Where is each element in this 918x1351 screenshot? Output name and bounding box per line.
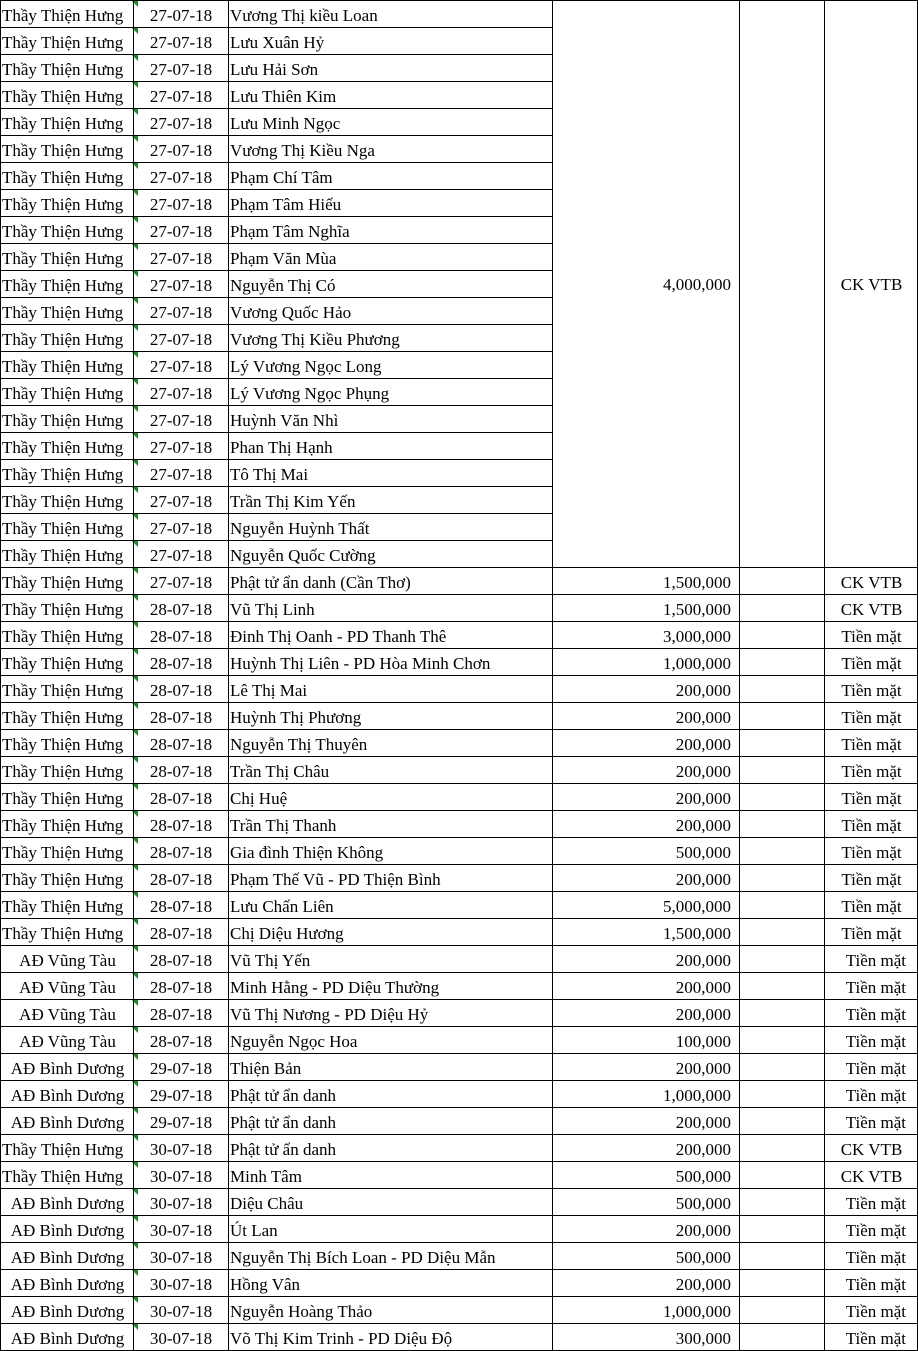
amount-cell[interactable]: 200,000 [675,870,731,889]
gridline [0,1107,918,1108]
gridline [0,0,1,1351]
donor-name-cell[interactable]: Phạm Chí Tâm [230,168,333,187]
date-cell[interactable]: 27-07-18 [149,465,213,484]
donor-name-cell[interactable]: Diệu Châu [230,1194,304,1213]
amount-cell[interactable]: 200,000 [675,1221,731,1240]
donor-name-cell[interactable]: Vương Thị Kiều Phương [230,330,400,349]
date-cell[interactable]: 27-07-18 [149,438,213,457]
gridline [0,1053,918,1054]
date-cell[interactable]: 28-07-18 [149,843,213,862]
date-cell[interactable]: 29-07-18 [149,1113,213,1132]
source-cell[interactable]: AĐ Bình Dương [10,1086,125,1105]
source-cell[interactable]: Thầy Thiện Hưng [2,465,124,484]
date-cell[interactable]: 28-07-18 [149,951,213,970]
source-cell[interactable]: Thầy Thiện Hưng [2,60,124,79]
source-cell[interactable]: Thầy Thiện Hưng [2,870,124,889]
date-cell[interactable]: 28-07-18 [149,627,213,646]
donor-name-cell[interactable]: Lê Thị Mai [230,681,308,700]
donor-name-cell[interactable]: Phạm Thế Vũ - PD Thiện Bình [230,870,441,889]
donor-name-cell[interactable]: Huỳnh Thị Liên - PD Hòa Minh Chơn [230,654,491,673]
date-cell[interactable]: 29-07-18 [149,1086,213,1105]
source-cell[interactable]: Thầy Thiện Hưng [2,87,124,106]
payment-method-cell[interactable]: Tiền mặt [841,627,902,646]
donor-name-cell[interactable]: Lưu Thiên Kim [230,87,337,106]
gridline [0,729,918,730]
donor-name-cell[interactable]: Minh Hằng - PD Diệu Thường [230,978,440,997]
amount-cell[interactable]: 200,000 [675,762,731,781]
source-cell[interactable]: Thầy Thiện Hưng [2,195,124,214]
donor-name-cell[interactable]: Lý Vương Ngọc Long [230,357,382,376]
amount-cell[interactable]: 200,000 [675,735,731,754]
date-cell[interactable]: 27-07-18 [149,249,213,268]
gridline [0,405,553,406]
amount-cell[interactable]: 500,000 [675,843,731,862]
donor-name-cell[interactable]: Tô Thị Mai [230,465,309,484]
source-cell[interactable]: AĐ Vũng Tàu [19,1032,116,1051]
source-cell[interactable]: Thầy Thiện Hưng [2,276,124,295]
source-cell[interactable]: Thầy Thiện Hưng [2,816,124,835]
gridline [228,0,229,1351]
gridline [0,810,918,811]
payment-method-cell[interactable]: Tiền mặt [845,1275,906,1294]
gridline [0,459,553,460]
source-cell[interactable]: Thầy Thiện Hưng [2,33,124,52]
date-cell[interactable]: 28-07-18 [149,1005,213,1024]
payment-method-cell[interactable]: Tiền mặt [841,789,902,808]
date-cell[interactable]: 27-07-18 [149,222,213,241]
gridline [824,0,825,1351]
amount-cell[interactable]: 300,000 [675,1329,731,1348]
source-cell[interactable]: Thầy Thiện Hưng [2,1167,124,1186]
date-cell[interactable]: 27-07-18 [149,276,213,295]
source-cell[interactable]: Thầy Thiện Hưng [2,735,124,754]
source-cell[interactable]: AĐ Bình Dương [10,1248,125,1267]
donor-name-cell[interactable]: Trần Thị Thanh [230,816,337,835]
amount-cell[interactable]: 1,000,000 [663,1086,731,1105]
donor-name-cell[interactable]: Phật tử ẩn danh [230,1086,337,1105]
source-cell[interactable]: AĐ Bình Dương [10,1329,125,1348]
gridline [0,243,553,244]
payment-method-cell[interactable]: Tiền mặt [841,735,902,754]
donor-name-cell[interactable]: Gia đình Thiện Không [230,843,384,862]
source-cell[interactable]: Thầy Thiện Hưng [2,357,124,376]
donor-name-cell[interactable]: Lưu Hải Sơn [230,60,319,79]
payment-method-cell[interactable]: Tiền mặt [841,843,902,862]
amount-cell[interactable]: 200,000 [675,708,731,727]
amount-cell[interactable]: 200,000 [675,1113,731,1132]
source-cell[interactable]: Thầy Thiện Hưng [2,762,124,781]
gridline [0,513,553,514]
payment-method-cell[interactable]: Tiền mặt [845,978,906,997]
gridline [0,891,918,892]
gridline [0,108,553,109]
gridline [0,1134,918,1135]
donor-name-cell[interactable]: Nguyễn Quốc Cường [230,546,376,565]
date-cell[interactable]: 28-07-18 [149,978,213,997]
donor-name-cell[interactable]: Nguyễn Thị Bích Loan - PD Diệu Mẫn [230,1248,496,1267]
amount-cell[interactable]: 200,000 [675,951,731,970]
date-cell[interactable]: 28-07-18 [149,681,213,700]
payment-method-cell[interactable]: Tiền mặt [845,1221,906,1240]
gridline [0,702,918,703]
date-cell[interactable]: 27-07-18 [149,492,213,511]
amount-cell[interactable]: 500,000 [675,1248,731,1267]
payment-method-cell[interactable]: CK VTB [840,600,903,619]
donor-name-cell[interactable]: Phật tử ẩn danh (Cần Thơ) [230,573,411,592]
date-cell[interactable]: 27-07-18 [149,573,213,592]
donor-name-cell[interactable]: Nguyễn Hoàng Thảo [230,1302,373,1321]
payment-method-cell[interactable]: Tiền mặt [841,654,902,673]
payment-method-cell[interactable]: Tiền mặt [841,708,902,727]
amount-cell[interactable]: 100,000 [675,1032,731,1051]
gridline [552,0,553,1351]
amount-cell[interactable]: 1,500,000 [663,573,731,592]
source-cell[interactable]: Thầy Thiện Hưng [2,600,124,619]
source-cell[interactable]: AĐ Vũng Tàu [19,978,116,997]
amount-cell[interactable]: 500,000 [675,1194,731,1213]
donor-name-cell[interactable]: Phật tử ẩn danh [230,1113,337,1132]
date-cell[interactable]: 30-07-18 [149,1329,213,1348]
source-cell[interactable]: Thầy Thiện Hưng [2,573,124,592]
payment-method-cell[interactable]: Tiền mặt [845,951,906,970]
source-cell[interactable]: AĐ Bình Dương [10,1275,125,1294]
gridline [0,567,918,568]
source-cell[interactable]: AĐ Bình Dương [10,1113,125,1132]
gridline [0,378,553,379]
date-cell[interactable]: 27-07-18 [149,357,213,376]
payment-method-cell[interactable]: CK VTB [840,573,903,592]
date-cell[interactable]: 28-07-18 [149,708,213,727]
donor-name-cell[interactable]: Lưu Minh Ngọc [230,114,341,133]
date-cell[interactable]: 28-07-18 [149,816,213,835]
source-cell[interactable]: Thầy Thiện Hưng [2,897,124,916]
payment-method-cell[interactable]: Tiền mặt [845,1302,906,1321]
source-cell[interactable]: AĐ Bình Dương [10,1302,125,1321]
payment-method-cell[interactable]: Tiền mặt [845,1248,906,1267]
gridline [0,324,553,325]
payment-method-cell[interactable]: Tiền mặt [841,816,902,835]
donor-name-cell[interactable]: Huỳnh Văn Nhì [230,411,339,430]
amount-cell[interactable]: 3,000,000 [663,627,731,646]
source-cell[interactable]: Thầy Thiện Hưng [2,249,124,268]
source-cell[interactable]: Thầy Thiện Hưng [2,654,124,673]
amount-cell[interactable]: 5,000,000 [663,897,731,916]
donor-name-cell[interactable]: Phan Thị Hạnh [230,438,333,457]
date-cell[interactable]: 30-07-18 [149,1275,213,1294]
donor-name-cell[interactable]: Vũ Thị Yến [230,951,311,970]
gridline [0,648,918,649]
payment-method-cell[interactable]: Tiền mặt [845,1113,906,1132]
date-cell[interactable]: 27-07-18 [149,384,213,403]
gridline [0,1323,918,1324]
source-cell[interactable]: Thầy Thiện Hưng [2,303,124,322]
source-cell[interactable]: Thầy Thiện Hưng [2,789,124,808]
amount-cell[interactable]: 200,000 [675,1275,731,1294]
date-cell[interactable]: 27-07-18 [149,195,213,214]
donor-name-cell[interactable]: Võ Thị Kim Trinh - PD Diệu Độ [230,1329,453,1348]
gridline [0,999,918,1000]
donor-name-cell[interactable]: Phạm Tâm Hiếu [230,195,342,214]
payment-method-cell[interactable]: Tiền mặt [841,924,902,943]
date-cell[interactable]: 28-07-18 [149,654,213,673]
gridline [0,1161,918,1162]
amount-cell[interactable]: 1,500,000 [663,600,731,619]
source-cell[interactable]: Thầy Thiện Hưng [2,843,124,862]
gridline [0,972,918,973]
source-cell[interactable]: Thầy Thiện Hưng [2,222,124,241]
donor-name-cell[interactable]: Hồng Vân [230,1275,301,1294]
date-cell[interactable]: 28-07-18 [149,870,213,889]
date-cell[interactable]: 28-07-18 [149,897,213,916]
date-cell[interactable]: 27-07-18 [149,168,213,187]
donor-name-cell[interactable]: Phạm Văn Mùa [230,249,337,268]
gridline [0,1296,918,1297]
source-cell[interactable]: Thầy Thiện Hưng [2,924,124,943]
date-cell[interactable]: 27-07-18 [149,519,213,538]
amount-cell[interactable]: 1,000,000 [663,1302,731,1321]
gridline [0,783,918,784]
donor-name-cell[interactable]: Nguyễn Ngọc Hoa [230,1032,358,1051]
date-cell[interactable]: 28-07-18 [149,789,213,808]
donor-name-cell[interactable]: Trần Thị Châu [230,762,330,781]
date-cell[interactable]: 28-07-18 [149,735,213,754]
date-cell[interactable]: 28-07-18 [149,924,213,943]
donor-name-cell[interactable]: Vương Thị Kiều Nga [230,141,375,160]
donor-name-cell[interactable]: Nguyễn Thị Thuyên [230,735,368,754]
payment-method-cell[interactable]: Tiền mặt [841,762,902,781]
date-cell[interactable]: 27-07-18 [149,303,213,322]
payment-method-cell[interactable]: Tiền mặt [845,1086,906,1105]
date-cell[interactable]: 30-07-18 [149,1302,213,1321]
date-cell[interactable]: 27-07-18 [149,6,213,25]
source-cell[interactable]: Thầy Thiện Hưng [2,708,124,727]
date-cell[interactable]: 27-07-18 [149,87,213,106]
amount-cell[interactable]: 200,000 [675,1140,731,1159]
gridline [0,27,553,28]
payment-method-cell[interactable]: Tiền mặt [841,870,902,889]
date-cell[interactable]: 27-07-18 [149,141,213,160]
gridline [0,135,553,136]
date-cell[interactable]: 30-07-18 [149,1167,213,1186]
date-cell[interactable]: 30-07-18 [149,1194,213,1213]
source-cell[interactable]: AĐ Vũng Tàu [19,951,116,970]
source-cell[interactable]: Thầy Thiện Hưng [2,1140,124,1159]
date-cell[interactable]: 27-07-18 [149,546,213,565]
source-cell[interactable]: Thầy Thiện Hưng [2,519,124,538]
donor-name-cell[interactable]: Huỳnh Thị Phương [230,708,362,727]
source-cell[interactable]: Thầy Thiện Hưng [2,492,124,511]
source-cell[interactable]: Thầy Thiện Hưng [2,546,124,565]
amount-cell[interactable]: 200,000 [675,1005,731,1024]
gridline [133,0,134,1351]
donor-name-cell[interactable]: Phật tử ẩn danh [230,1140,337,1159]
gridline [0,486,553,487]
gridline [0,918,918,919]
gridline [0,162,553,163]
payment-method-cell[interactable]: Tiền mặt [841,897,902,916]
source-cell[interactable]: Thầy Thiện Hưng [2,384,124,403]
gridline [0,621,918,622]
payment-method-cell[interactable]: Tiền mặt [841,681,902,700]
gridline [0,297,553,298]
gridline [0,675,918,676]
gridline [0,432,553,433]
gridline [0,1026,918,1027]
source-cell[interactable]: Thầy Thiện Hưng [2,627,124,646]
donor-name-cell[interactable]: Chị Huệ [230,789,288,808]
gridline [0,81,553,82]
gridline [0,540,553,541]
donor-name-cell[interactable]: Đinh Thị Oanh - PD Thanh Thê [230,627,447,646]
donor-name-cell[interactable]: Thiện Bản [230,1059,302,1078]
payment-method-cell[interactable]: CK VTB [840,1140,903,1159]
gridline [0,1269,918,1270]
date-cell[interactable]: 29-07-18 [149,1059,213,1078]
gridline [0,270,553,271]
amount-cell[interactable]: 500,000 [675,1167,731,1186]
gridline [0,1215,918,1216]
gridline [0,1242,918,1243]
payment-method-cell[interactable]: Tiền mặt [845,1005,906,1024]
amount-cell[interactable]: 200,000 [675,681,731,700]
amount-cell[interactable]: 200,000 [675,978,731,997]
source-cell[interactable]: Thầy Thiện Hưng [2,681,124,700]
donor-name-cell[interactable]: Phạm Tâm Nghĩa [230,222,350,241]
donor-name-cell[interactable]: Chị Diệu Hương [230,924,344,943]
gridline [0,1080,918,1081]
donor-name-cell[interactable]: Minh Tâm [230,1167,302,1186]
donor-name-cell[interactable]: Vương Quốc Hảo [230,303,352,322]
source-cell[interactable]: Thầy Thiện Hưng [2,141,124,160]
donor-name-cell[interactable]: Trần Thị Kim Yến [230,492,356,511]
gridline [739,0,740,1351]
date-cell[interactable]: 30-07-18 [149,1221,213,1240]
amount-cell[interactable]: 200,000 [675,816,731,835]
gridline [0,837,918,838]
donor-name-cell[interactable]: Út Lan [230,1221,278,1240]
date-cell[interactable]: 28-07-18 [149,762,213,781]
payment-method-cell[interactable]: Tiền mặt [845,1194,906,1213]
date-cell[interactable]: 28-07-18 [149,600,213,619]
merged-amount-cell[interactable]: 4,000,000 [663,275,731,294]
source-cell[interactable]: Thầy Thiện Hưng [2,6,124,25]
source-cell[interactable]: AĐ Bình Dương [10,1059,125,1078]
donor-name-cell[interactable]: Vũ Thị Linh [230,600,315,619]
gridline [0,351,553,352]
source-cell[interactable]: AĐ Vũng Tàu [19,1005,116,1024]
source-cell[interactable]: Thầy Thiện Hưng [2,114,124,133]
amount-cell[interactable]: 200,000 [675,1059,731,1078]
gridline [0,594,918,595]
donor-name-cell[interactable]: Nguyễn Thị Có [230,276,336,295]
payment-method-cell[interactable]: Tiền mặt [845,1032,906,1051]
gridline [0,216,553,217]
donor-name-cell[interactable]: Nguyễn Huỳnh Thất [230,519,370,538]
amount-cell[interactable]: 200,000 [675,789,731,808]
gridline [0,756,918,757]
source-cell[interactable]: Thầy Thiện Hưng [2,168,124,187]
gridline [0,189,553,190]
payment-method-cell[interactable]: Tiền mặt [845,1059,906,1078]
payment-method-cell[interactable]: CK VTB [840,1167,903,1186]
donor-name-cell[interactable]: Lưu Xuân Hỷ [230,33,325,52]
source-cell[interactable]: Thầy Thiện Hưng [2,411,124,430]
source-cell[interactable]: AĐ Bình Dương [10,1221,125,1240]
gridline [0,1188,918,1189]
source-cell[interactable]: AĐ Bình Dương [10,1194,125,1213]
donor-name-cell[interactable]: Vũ Thị Nương - PD Diệu Hỷ [230,1005,429,1024]
date-cell[interactable]: 27-07-18 [149,411,213,430]
gridline [0,864,918,865]
source-cell[interactable]: Thầy Thiện Hưng [2,330,124,349]
date-cell[interactable]: 27-07-18 [149,114,213,133]
date-cell[interactable]: 27-07-18 [149,33,213,52]
date-cell[interactable]: 30-07-18 [149,1248,213,1267]
amount-cell[interactable]: 1,000,000 [663,654,731,673]
merged-method-cell[interactable]: CK VTB [840,275,903,294]
source-cell[interactable]: Thầy Thiện Hưng [2,438,124,457]
donor-name-cell[interactable]: Lưu Chấn Liên [230,897,334,916]
gridline [0,54,553,55]
gridline [0,945,918,946]
gridline [0,0,918,1]
donor-name-cell[interactable]: Vương Thị kiều Loan [230,6,378,25]
date-cell[interactable]: 30-07-18 [149,1140,213,1159]
payment-method-cell[interactable]: Tiền mặt [845,1329,906,1348]
amount-cell[interactable]: 1,500,000 [663,924,731,943]
donor-name-cell[interactable]: Lý Vương Ngọc Phụng [230,384,390,403]
date-cell[interactable]: 27-07-18 [149,330,213,349]
date-cell[interactable]: 27-07-18 [149,60,213,79]
date-cell[interactable]: 28-07-18 [149,1032,213,1051]
